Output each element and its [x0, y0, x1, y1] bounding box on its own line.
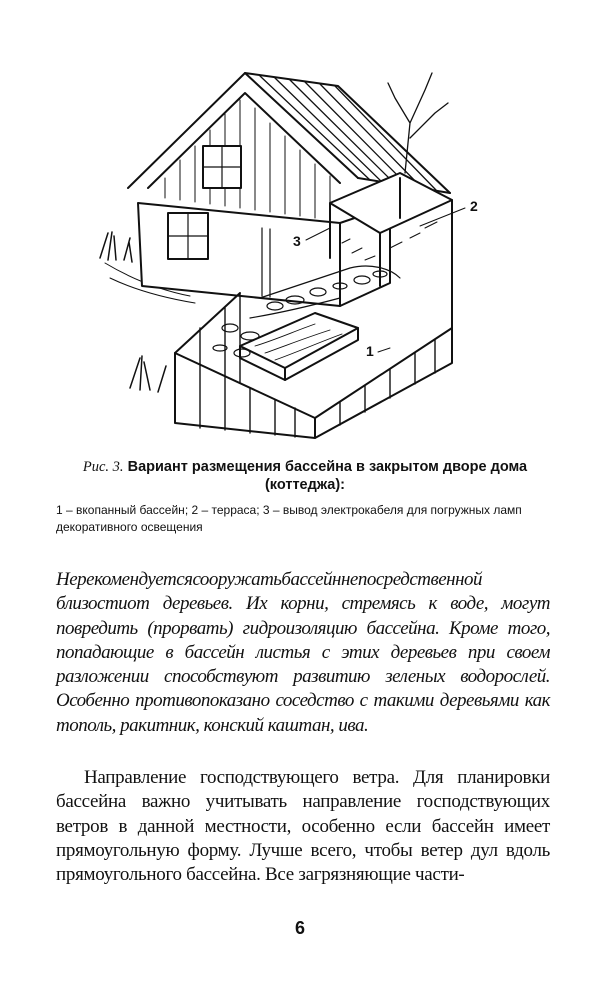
callout-1: 1	[366, 343, 374, 359]
pool-basin	[240, 313, 358, 380]
pool-courtyard-illustration	[90, 28, 510, 448]
figure-label: Рис. 3.	[82, 459, 124, 475]
callout-3: 3	[293, 233, 301, 249]
house-pool-drawing	[90, 28, 510, 448]
callout-leader-1	[378, 348, 390, 352]
figure-legend: 1 – вкопанный бассейн; 2 – терраса; 3 – вывод электрокабеля для погружных ламп декоративного освещения	[56, 503, 522, 534]
body-paragraph: Направление господствующего ветра. Для планировки бассейна важно учитывать направление господствующих ветров в данной местности, особенно если бассейн имеет прямоугольную форму. Лучше всего, чтобы ветер дул вдоль прямоугольного бассейна. Все загрязняющие части-	[56, 767, 550, 886]
italic-paragraph: Нерекомендуетсясооружатьбассейннепосредственной близостиот деревьев. Их корни, стремясь к воде, могут повредить (прорвать) гидроизоляцию бассейна. Кроме того, попадающие в бассейн листья с этих деревьев при своем разложении способствуют развитию зеленых водорослей. Особенно противопоказано соседство с такими деревьями как тополь, ракитник, конский каштан, ива.	[56, 569, 550, 736]
figure-caption	[60, 458, 550, 494]
house-walls	[138, 203, 390, 306]
house-gable-wall	[148, 93, 340, 220]
callout-2: 2	[470, 198, 478, 214]
page-number: 6	[294, 918, 305, 938]
figure-title: Вариант размещения бассейна в закрытом дворе дома (коттеджа):	[127, 459, 528, 493]
tree-icon	[388, 73, 448, 173]
